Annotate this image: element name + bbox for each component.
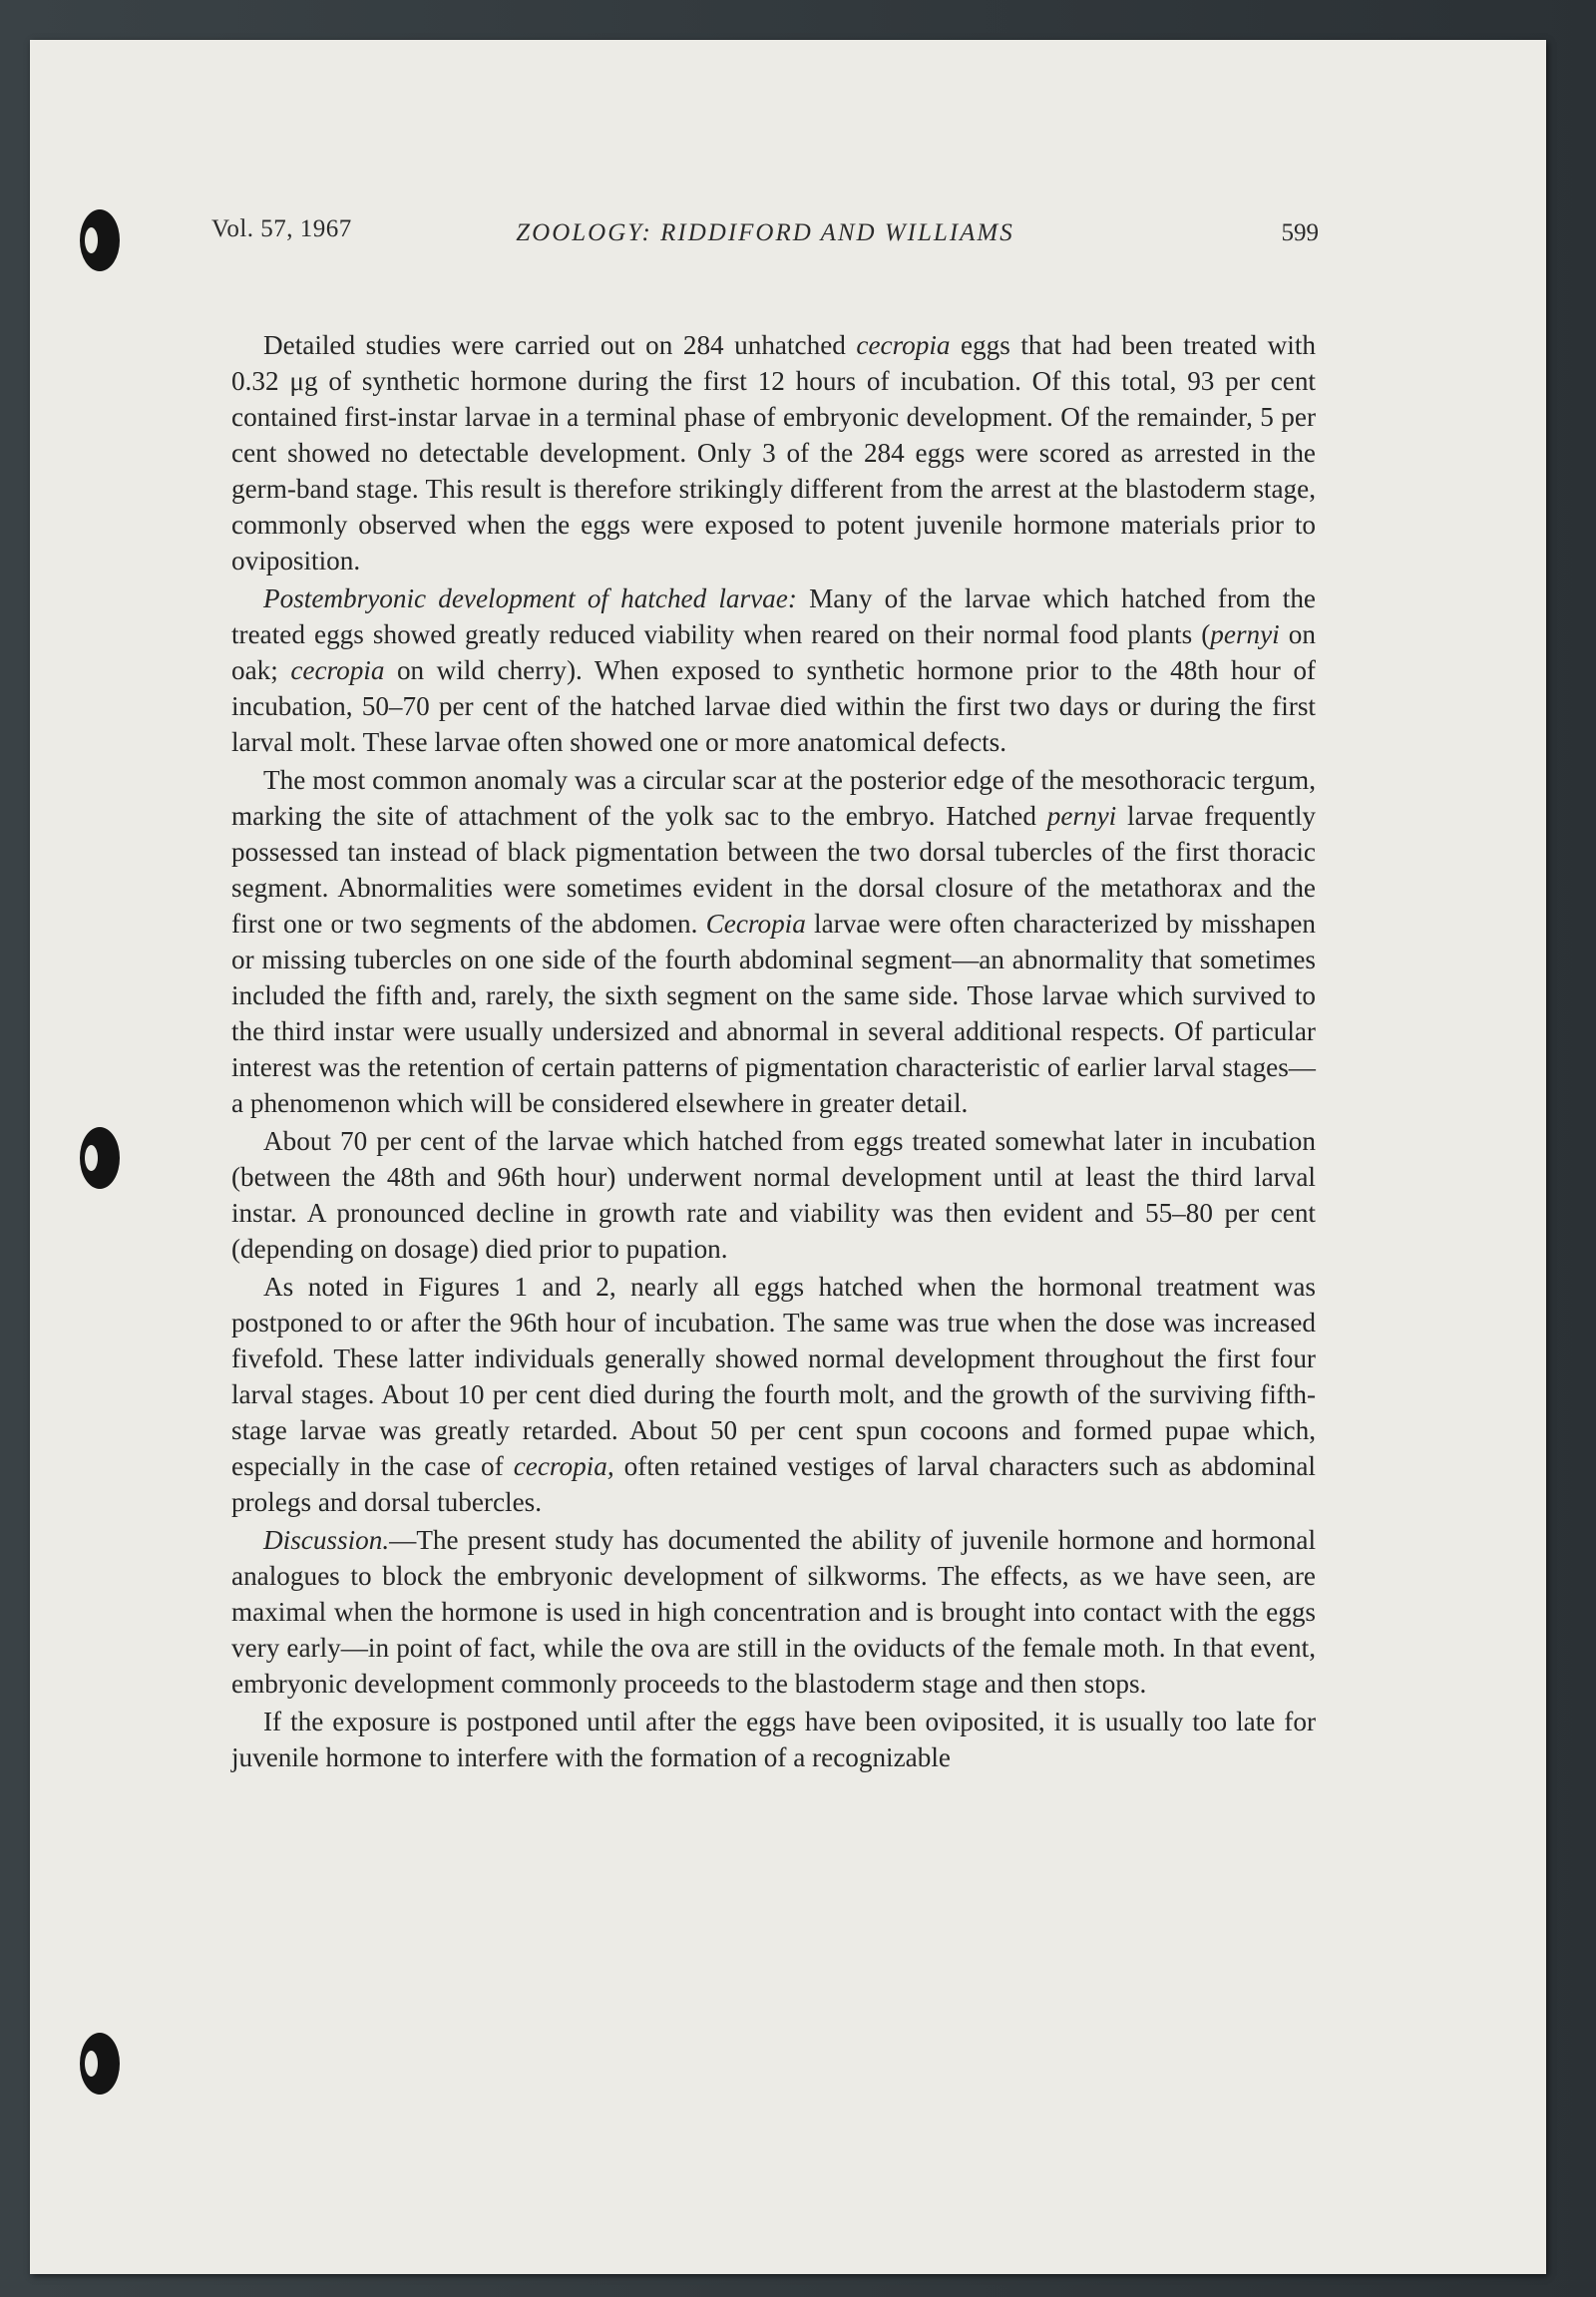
punch-hole-middle <box>80 1127 120 1189</box>
italic-text: pernyi <box>1210 619 1280 649</box>
volume-year: Vol. 57, 1967 <box>211 215 352 242</box>
text-run: About 70 per cent of the larvae which hatched from eggs treated somewhat later in incubation (between the 48th and 96th hour) underwent normal development until at least the third larval instar. A pronounced decline in growth rate and viability was then evident and 55–80 per cent (depending on dosage) died prior to pupation. <box>231 1126 1316 1264</box>
text-run: on oak; <box>231 619 1316 685</box>
punch-hole-top <box>80 209 120 271</box>
text-run: larvae frequently possessed tan instead of black pigmentation between the two dorsal tubercles of the first thoracic segment. Abnormalities were sometimes evident in the dorsal closure of the metathorax and the first one or two segments of the abdomen. <box>231 801 1316 939</box>
italic-text: Cecropia <box>705 909 806 939</box>
text-run: on wild cherry). When exposed to synthetic hormone prior to the 48th hour of incubation, 50–70 per cent of the hatched larvae died within the first two days or during the first larval molt. These larvae often showed one or more anatomical defects. <box>231 655 1316 757</box>
text-run: often retained vestiges of larval characters such as abdominal prolegs and dorsal tubercles. <box>231 1451 1316 1517</box>
text-run: Detailed studies were carried out on 284 unhatched <box>263 330 857 360</box>
paragraph <box>231 1269 1316 1520</box>
text-run: eggs that had been treated with 0.32 μg of synthetic hormone during the first 12 hours of incubation. Of this total, 93 per cent contained first-instar larvae in a terminal phase of embryonic development. Of the remainder, 5 per cent showed no detectable development. Only 3 of the 284 eggs were scored as arrested in the germ-band stage. This result is therefore strikingly different from the arrest at the blastoderm stage, commonly observed when the eggs were exposed to potent juvenile hormone materials prior to oviposition. <box>231 330 1316 575</box>
running-title: ZOOLOGY: RIDDIFORD AND WILLIAMS <box>516 219 1014 246</box>
running-header <box>211 215 1319 255</box>
page-number: 599 <box>1281 219 1319 246</box>
journal-page <box>30 40 1546 2274</box>
paragraph <box>231 1522 1316 1702</box>
text-run: larvae were often characterized by misshapen or missing tubercles on one side of the fourth abdominal segment—an abnormality that sometimes included the fifth and, rarely, the sixth segment on the same side. Those larvae which survived to the third instar were usually undersized and abnormal in several additional respects. Of particular interest was the retention of certain patterns of pigmentation characteristic of earlier larval stages—a phenomenon which will be considered elsewhere in greater detail. <box>231 909 1316 1118</box>
text-run: If the exposure is postponed until after the eggs have been oviposited, it is usually too late for juvenile hormone to interfere with the formation of a recognizable <box>231 1707 1316 1772</box>
italic-text: cecropia <box>290 655 385 685</box>
text-run: The most common anomaly was a circular scar at the posterior edge of the mesothoracic tergum, marking the site of attachment of the yolk sac to the embryo. Hatched <box>231 765 1316 831</box>
italic-text: Discussion. <box>263 1525 390 1555</box>
text-run: —The present study has documented the ability of juvenile hormone and hormonal analogues to block the embryonic development of silkworms. The effects, as we have seen, are maximal when the hormone is used in high concentration and is brought into contact with the eggs very early—in point of fact, while the ova are still in the oviducts of the female moth. In that event, embryonic development commonly proceeds to the blastoderm stage and then stops. <box>231 1525 1316 1699</box>
article-body <box>231 327 1316 1777</box>
paragraph <box>231 1123 1316 1267</box>
italic-text: Postembryonic development of hatched larvae: <box>263 583 797 613</box>
paragraph <box>231 762 1316 1121</box>
punch-hole-bottom <box>80 2033 120 2095</box>
paragraph <box>231 580 1316 760</box>
paragraph <box>231 1704 1316 1775</box>
text-run: Many of the larvae which hatched from the treated eggs showed greatly reduced viability when reared on their normal food plants ( <box>231 583 1316 649</box>
text-run: As noted in Figures 1 and 2, nearly all eggs hatched when the hormonal treatment was postponed to or after the 96th hour of incubation. The same was true when the dose was increased fivefold. These latter individuals generally showed normal development throughout the first four larval stages. About 10 per cent died during the fourth molt, and the growth of the surviving fifth-stage larvae was greatly retarded. About 50 per cent spun cocoons and formed pupae which, especially in the case of <box>231 1272 1316 1481</box>
italic-text: cecropia <box>856 330 951 360</box>
paragraph <box>231 327 1316 578</box>
italic-text: cecropia, <box>513 1451 614 1481</box>
italic-text: pernyi <box>1046 801 1117 831</box>
